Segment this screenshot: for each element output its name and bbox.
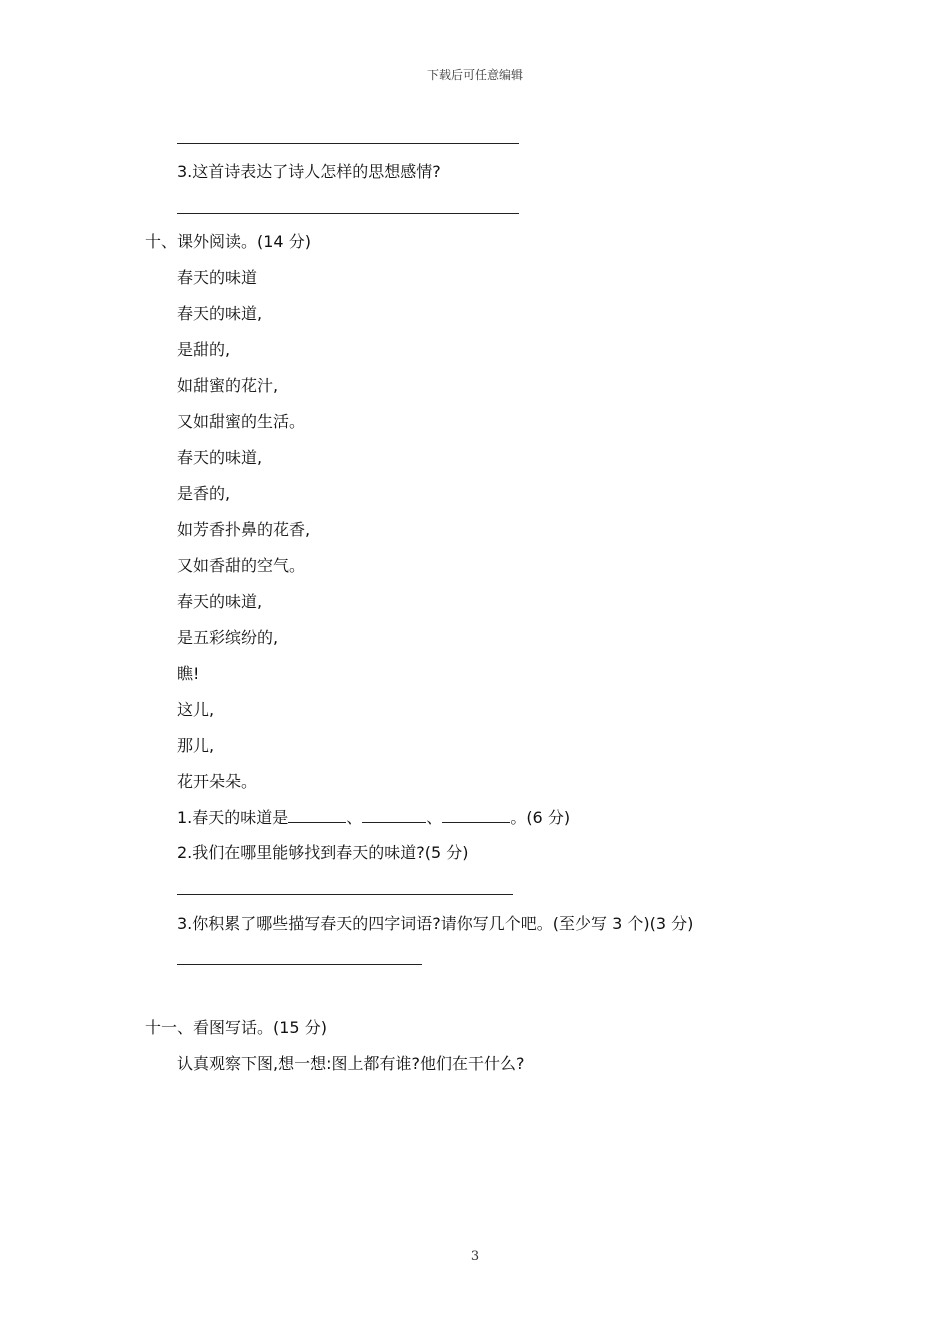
page-header-note: 下载后可任意编辑 [426,68,523,82]
question-9-3: 3.这首诗表达了诗人怎样的思想感情? [177,162,441,181]
poem-line: 这儿, [177,700,215,719]
poem-line: 那儿, [177,736,215,755]
fill-blank-2[interactable] [362,806,426,823]
poem-line: 是五彩缤纷的, [177,628,279,647]
poem-line: 瞧! [177,664,200,683]
poem-line: 花开朵朵。 [177,772,258,791]
poem-line: 是香的, [177,484,231,503]
separator: 、 [426,808,443,827]
poem-line: 又如香甜的空气。 [177,556,306,575]
question-10-1-suffix: 。(6 分) [510,808,571,827]
poem-line: 春天的味道, [177,448,263,467]
poem-line: 如甜蜜的花汁, [177,376,279,395]
separator: 、 [346,808,363,827]
poem-line: 春天的味道, [177,592,263,611]
poem-title: 春天的味道 [177,268,258,287]
answer-line [177,213,519,214]
section-10-title: 十、课外阅读。(14 分) [145,232,311,251]
answer-line [177,894,513,895]
section-11-prompt: 认真观察下图,想一想:图上都有谁?他们在干什么? [177,1054,525,1073]
question-10-2: 2.我们在哪里能够找到春天的味道?(5 分) [177,843,469,862]
answer-line [177,964,422,965]
poem-line: 是甜的, [177,340,231,359]
poem-line: 如芳香扑鼻的花香, [177,520,311,539]
question-10-3: 3.你积累了哪些描写春天的四字词语?请你写几个吧。(至少写 3 个)(3 分) [177,914,694,933]
answer-line [177,143,519,144]
question-10-1 [177,806,570,829]
poem-line: 又如甜蜜的生活。 [177,412,306,431]
question-10-1-prefix: 1.春天的味道是 [177,808,289,827]
poem-line: 春天的味道, [177,304,263,323]
section-11-title: 十一、看图写话。(15 分) [145,1018,327,1037]
fill-blank-1[interactable] [288,806,346,823]
fill-blank-3[interactable] [442,806,510,823]
page-number: 3 [470,1249,480,1264]
